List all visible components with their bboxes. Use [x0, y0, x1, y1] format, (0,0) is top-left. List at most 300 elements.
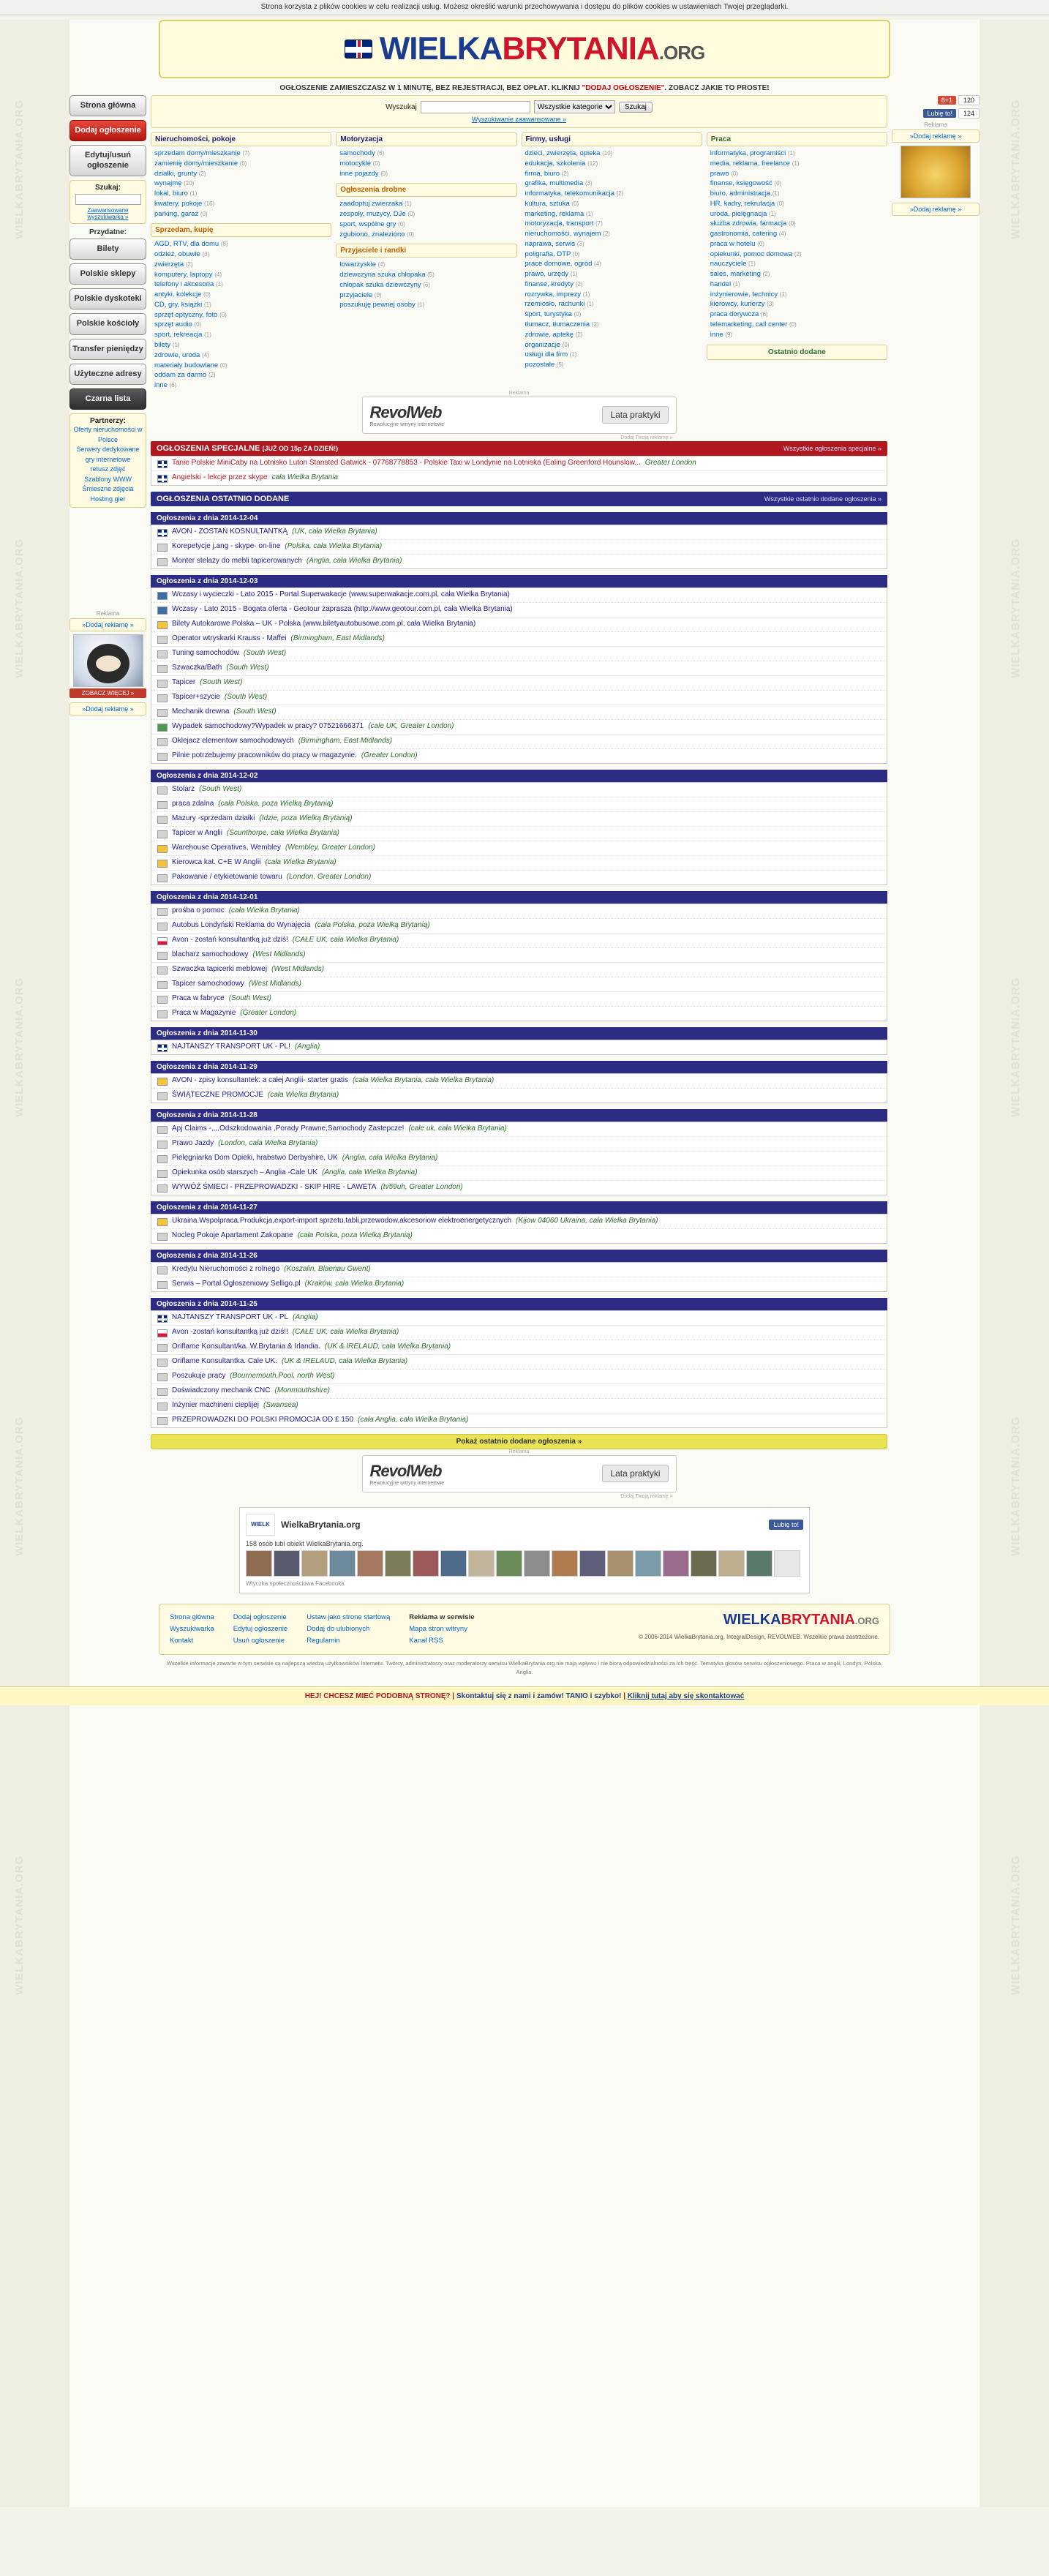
category-item[interactable]: sport, turystyka (0) [524, 310, 582, 319]
list-item[interactable] [151, 471, 887, 485]
list-item[interactable] [151, 661, 887, 676]
category-item[interactable]: marketing, reklama (1) [524, 209, 593, 218]
list-item[interactable] [151, 1355, 887, 1370]
category-item[interactable]: finanse, kredyty (2) [524, 279, 583, 288]
avatar[interactable] [440, 1550, 467, 1577]
footer-logo-block [639, 1612, 879, 1647]
category-item[interactable]: informatyka, programiści (1) [710, 149, 795, 157]
category-item[interactable]: organizacje (0) [524, 340, 570, 349]
list-item[interactable] [151, 904, 887, 919]
category-item[interactable]: telefony i akcesoria (1) [154, 280, 223, 289]
right-ad-image[interactable] [901, 146, 971, 198]
list-item[interactable] [151, 1181, 887, 1195]
ad-title[interactable]: praca zdalna [172, 799, 214, 808]
ad-title[interactable]: Poszukuje pracy [172, 1371, 226, 1380]
footer-link-rss[interactable]: Kanał RSS [409, 1637, 443, 1645]
category-item[interactable]: kwatery, pokoje (16) [154, 199, 215, 208]
category-item[interactable]: AGD, RTV, dla domu (8) [154, 240, 228, 249]
sidebar-ad-caption[interactable]: ZOBACZ WIĘCEJ » [69, 688, 146, 698]
avatar[interactable] [524, 1550, 550, 1577]
ad-title[interactable]: Mazury -sprzedam działki [172, 814, 255, 822]
ad-thumbnail-icon [157, 801, 168, 809]
category-item[interactable]: zgubiono, znaleziono (0) [339, 230, 414, 239]
list-item[interactable] [151, 934, 887, 948]
sidebar-add-ad-link-1[interactable]: »Dodaj reklamę » [69, 618, 146, 631]
category-item[interactable]: działki, grunty (2) [154, 169, 206, 178]
category-item[interactable]: antyki, kolekcje (0) [154, 290, 211, 299]
ad-title[interactable]: Opiekunka osób starszych – Anglia -Cale UK [172, 1168, 317, 1176]
avatar[interactable] [385, 1550, 411, 1577]
ad-title[interactable]: Operator wtryskarki Krauss - Maffei [172, 634, 287, 642]
ad-title[interactable]: Oriflame Konsultantka. Cale UK. [172, 1356, 277, 1365]
list-item[interactable] [151, 1007, 887, 1021]
avatar[interactable] [413, 1550, 439, 1577]
category-item[interactable]: usługi dla firm (1) [524, 350, 577, 359]
ad-title[interactable]: PRZEPROWADZKI DO POLSKI PROMOCJA OD £ 150 [172, 1415, 354, 1424]
facebook-friend-faces [246, 1550, 803, 1577]
ad-title[interactable]: Pakowanie / etykietowanie towaru [172, 872, 282, 881]
sidebar-item-add-ad[interactable]: Dodaj ogłoszenie [69, 120, 146, 141]
list-item[interactable] [151, 1166, 887, 1181]
ad-title[interactable]: ŚWIĄTECZNE PROMOCJE [172, 1090, 264, 1099]
right-ad-label: Reklama [924, 121, 947, 128]
ad-thumbnail-icon [157, 650, 168, 658]
category-item[interactable]: sport, rekreacja (1) [154, 331, 211, 339]
list-item[interactable] [151, 647, 887, 661]
ad-title[interactable]: Pielęgniarka Dom Opieki, hrabstwo Derbyshire, UK [172, 1153, 338, 1162]
ad-title[interactable]: Monter stelazy do mebli tapicerowanych [172, 556, 302, 565]
site-logo-banner[interactable] [159, 20, 890, 78]
avatar[interactable] [774, 1550, 800, 1577]
bottom-promo-bar [0, 1686, 1049, 1705]
avatar[interactable] [246, 1550, 272, 1577]
list-item[interactable] [151, 783, 887, 797]
ad-thumbnail-icon [157, 1344, 168, 1352]
category-item[interactable]: sport, wspólne gry (0) [339, 219, 405, 228]
category-item[interactable]: tłumacz, tłumaczenia (2) [524, 320, 599, 329]
category-item[interactable]: uroda, pielęgnacja (1) [710, 209, 776, 218]
ad-title[interactable]: Oklejacz elementow samochodowych [172, 736, 294, 745]
category-item[interactable]: zaadoptuj zwierzaka (1) [339, 200, 412, 209]
category-item[interactable]: służba zdrowia, farmacja (0) [710, 219, 796, 228]
ad-title[interactable]: Angielski - lekcje przez skype [172, 473, 268, 481]
category-item[interactable]: dziewczyna szuka chłopaka (5) [339, 271, 435, 279]
category-item[interactable]: informatyka, telekomunikacja (2) [524, 189, 624, 198]
ad-title[interactable]: Szwaczka/Bath [172, 663, 222, 672]
list-item[interactable] [151, 1311, 887, 1326]
add-ad-note-bottom[interactable]: Dodaj Twoją reklamę » [620, 1493, 673, 1499]
category-item[interactable]: gastronomia, catering (4) [710, 230, 786, 239]
partner-link-1[interactable]: Oferty nieruchomości w Polsce [73, 426, 143, 443]
list-item[interactable] [151, 797, 887, 812]
list-item[interactable] [151, 1089, 887, 1103]
list-item[interactable] [151, 856, 887, 871]
category-item[interactable]: przyjaciele (0) [339, 290, 382, 299]
footer-link-add-ad[interactable]: Dodaj ogłoszenie [233, 1612, 287, 1621]
category-item[interactable]: zespoły, muzycy, DJe (0) [339, 210, 416, 219]
partner-link-7[interactable]: Hosting gier [90, 495, 126, 503]
avatar[interactable] [468, 1550, 495, 1577]
footer-link-set-homepage[interactable]: Ustaw jako strone startową [307, 1612, 391, 1621]
category-heading-small-ads[interactable]: Ogłoszenia drobne [336, 183, 516, 197]
revolweb-logo-bottom: RevolWeb [369, 1461, 442, 1480]
avatar[interactable] [274, 1550, 300, 1577]
ad-thumbnail-icon [157, 1010, 168, 1018]
category-item[interactable]: parking, garaż (0) [154, 209, 208, 218]
category-item[interactable]: kultura, sztuka (0) [524, 199, 579, 208]
avatar[interactable] [552, 1550, 578, 1577]
ad-title[interactable]: WYWÓŹ ŚMIECI - PRZEPROWADZKI - SKIP HIRE - LAWETA [172, 1182, 377, 1191]
ad-thumbnail-icon [157, 966, 168, 975]
category-item[interactable]: pozostałe (5) [524, 361, 564, 369]
ad-location: (cała Wielka Brytania, cała Wielka Brytania) [353, 1075, 495, 1084]
list-item[interactable] [151, 1370, 887, 1384]
category-item[interactable]: opiekunki, pomoc domowa (2) [710, 249, 802, 258]
category-item[interactable]: nieruchomości, wynajem (2) [524, 230, 610, 239]
category-item[interactable]: sales, marketing (2) [710, 270, 770, 279]
facebook-page-name[interactable]: WielkaBrytania.org [281, 1519, 361, 1530]
avatar[interactable] [635, 1550, 661, 1577]
list-item[interactable] [151, 749, 887, 763]
ad-title[interactable]: Avon -zostań konsultantką już dziś!! [172, 1327, 288, 1336]
category-column-real-estate [151, 132, 331, 391]
list-item[interactable] [151, 948, 887, 963]
list-item[interactable] [151, 588, 887, 603]
list-item[interactable] [151, 812, 887, 827]
logo-part-1: WIELKA [379, 31, 503, 67]
category-item[interactable]: poligrafia, DTP (0) [524, 249, 580, 258]
category-item[interactable]: finanse, księgowość (0) [710, 179, 782, 188]
list-item[interactable] [151, 992, 887, 1007]
list-item[interactable] [151, 1263, 887, 1277]
ad-title[interactable]: Pilnie potrzebujemy pracowników do pracy w magazynie. [172, 751, 357, 759]
category-item[interactable]: praca dorywcza (6) [710, 310, 768, 319]
category-item[interactable]: dzieci, zwierzęta, opieka (10) [524, 149, 613, 157]
list-item[interactable] [151, 676, 887, 691]
right-add-ad-link-1[interactable]: »Dodaj reklamę » [892, 129, 980, 143]
recent-ads-date-header: Ogłoszenia z dnia 2014-11-26 [151, 1250, 887, 1262]
list-item[interactable] [151, 871, 887, 885]
ad-title[interactable]: Tapicer samochodowy [172, 979, 244, 988]
ad-title[interactable]: Prawo Jazdy [172, 1138, 214, 1147]
ad-title[interactable]: Kredytu Nieruchomości z rolnego [172, 1264, 280, 1273]
sidebar-item-home[interactable]: Strona główna [69, 95, 146, 116]
category-heading-buy-sell[interactable]: Sprzedam, kupię [151, 223, 331, 237]
special-ads-more-link[interactable]: Wszystkie ogłoszenia specjalne » [783, 444, 881, 452]
ad-title[interactable]: Kierowca kat. C+E W Anglii [172, 857, 261, 866]
add-ad-note[interactable]: Dodaj Twoją reklamę » [620, 435, 673, 440]
category-item[interactable]: samochody (6) [339, 149, 385, 157]
category-item[interactable]: rzemiosło, rachunki (1) [524, 300, 594, 309]
ad-title[interactable]: Mechanik drewna [172, 707, 230, 716]
sidebar-item-useful-addresses[interactable]: Użyteczne adresy [69, 364, 146, 385]
show-more-button[interactable]: Pokaż ostatnio dodane ogłoszenia » [151, 1434, 887, 1449]
list-item[interactable] [151, 1122, 887, 1137]
category-item[interactable]: media, reklama, freelance (1) [710, 159, 800, 168]
category-item[interactable]: zamienię domy/mieszkanie (0) [154, 159, 247, 168]
avatar[interactable] [746, 1550, 772, 1577]
partner-link-5[interactable]: Szablony WWW [83, 475, 132, 483]
ad-title[interactable]: Tapicer w Anglii [172, 828, 222, 837]
pl-flag-icon [157, 937, 168, 945]
list-item[interactable] [151, 705, 887, 720]
list-item[interactable] [151, 540, 887, 555]
recent-ads-more-link[interactable]: Wszystkie ostatnio dodane ogłoszenia » [764, 495, 881, 503]
recent-ads-title: OGŁOSZENIA OSTATNIO DODANE [157, 494, 290, 503]
category-item[interactable]: inżynierowie, technicy (1) [710, 290, 787, 298]
category-item[interactable]: motocykle (0) [339, 159, 380, 168]
category-item[interactable]: zdrowie, aptekę (2) [524, 330, 583, 339]
category-item[interactable]: telemarketing, call center (0) [710, 320, 797, 329]
category-item[interactable]: handel (1) [710, 279, 740, 288]
avatar[interactable] [579, 1550, 606, 1577]
ad-title[interactable]: Autobus Londyński Reklama do Wynajęcia [172, 920, 311, 929]
category-item[interactable]: towarzyskie (4) [339, 260, 386, 269]
search-input[interactable] [421, 101, 530, 113]
list-item[interactable] [151, 1137, 887, 1152]
category-item[interactable]: edukacja, szkolenia (12) [524, 159, 598, 168]
category-item[interactable]: sprzęt optyczny, foto (0) [154, 310, 227, 319]
facebook-like-button[interactable]: Lubię to! [923, 109, 956, 118]
partner-link-2[interactable]: Serwery dedykowane [76, 446, 140, 454]
search-button[interactable]: Szukaj [619, 102, 653, 113]
ad-thumbnail-icon [157, 786, 168, 795]
list-item[interactable] [151, 457, 887, 471]
category-heading-motoring[interactable]: Motoryzacja [336, 132, 516, 146]
list-item[interactable] [151, 632, 887, 647]
category-heading-jobs[interactable]: Praca [707, 132, 887, 146]
category-item[interactable]: kierowcy, kurierzy (3) [710, 300, 774, 309]
category-item[interactable]: motoryzacja, transport (7) [524, 219, 603, 228]
ad-title[interactable]: Avon - zostań konsultantką już dziś! [172, 935, 288, 944]
avatar[interactable] [718, 1550, 745, 1577]
list-item[interactable] [151, 1214, 887, 1229]
list-item[interactable] [151, 720, 887, 735]
category-item[interactable]: inne (9) [710, 330, 733, 339]
ad-title[interactable]: Praca w Magazynie [172, 1008, 236, 1017]
ad-title[interactable]: Tuning samochodów [172, 648, 239, 657]
list-item[interactable] [151, 525, 887, 540]
sidebar-ad-image[interactable] [73, 634, 143, 687]
ad-title[interactable]: Stolarz [172, 784, 195, 793]
category-item[interactable]: naprawa, serwis (3) [524, 239, 584, 248]
ad-title[interactable]: Wczasy - Lato 2015 - Bogata oferta - Geotour zaprasza (http://www.geotour.com.pl, cała Wielka Brytania) [172, 604, 513, 613]
list-item[interactable] [151, 1074, 887, 1089]
category-heading-companies[interactable]: Firmy, usługi [522, 132, 702, 146]
list-item[interactable] [151, 827, 887, 841]
category-item[interactable]: nauczyciele (1) [710, 260, 756, 269]
facebook-like-count: 124 [958, 108, 980, 119]
avatar[interactable] [607, 1550, 633, 1577]
ad-title[interactable]: Nocleg Pokoje Apartament Zakopane [172, 1231, 293, 1239]
list-item[interactable] [151, 555, 887, 568]
list-item[interactable] [151, 1384, 887, 1399]
ad-title[interactable]: Korepetycje j.ang - skype- on-line [172, 541, 281, 550]
category-item[interactable]: komputery, laptopy (4) [154, 270, 222, 279]
ad-title[interactable]: Oriflame Konsultant/ka. W.Brytania & Irlandia. [172, 1342, 320, 1351]
category-item[interactable]: zwierzęta (2) [154, 260, 193, 269]
category-item[interactable]: firma, biuro (2) [524, 169, 569, 178]
ad-title[interactable]: Wczasy i wycieczki - Lato 2015 - Portal Superwakacje (www.superwakacje.com.pl, cała Wielka Brytania) [172, 590, 510, 598]
category-item[interactable]: chłopak szuka dziewczyny (6) [339, 280, 431, 289]
category-item[interactable]: prawo (0) [710, 169, 739, 178]
ad-title[interactable]: Serwis – Portal Ogłoszeniowy Selligo.pl [172, 1279, 301, 1288]
ad-location: (South West) [200, 677, 243, 686]
category-item[interactable]: CD, gry, książki (1) [154, 300, 211, 309]
list-item[interactable] [151, 919, 887, 934]
list-item[interactable] [151, 1326, 887, 1340]
sidebar-add-ad-link-2[interactable]: »Dodaj reklamę » [69, 702, 146, 716]
page-root [0, 20, 1049, 2507]
avatar[interactable] [691, 1550, 717, 1577]
recent-ads-list [151, 904, 887, 1021]
ad-title[interactable]: NAJTANSZY TRANSPORT UK - PL [172, 1313, 289, 1321]
list-item[interactable] [151, 735, 887, 749]
recent-ads-date-header: Ogłoszenia z dnia 2014-11-25 [151, 1298, 887, 1310]
list-item[interactable] [151, 603, 887, 617]
bottom-promo-contact-link[interactable]: Kliknij tutaj aby się skontaktować [627, 1691, 745, 1700]
ad-location: (South West) [228, 994, 271, 1002]
ad-location: (UK & IRELAUD, cała Wielka Brytania) [324, 1342, 451, 1351]
category-item[interactable]: wynajmę (20) [154, 179, 195, 188]
list-item[interactable] [151, 1340, 887, 1355]
sidebar-item-tickets[interactable]: Bilety [69, 239, 146, 260]
ad-location: (West Midlands) [252, 950, 306, 958]
ad-title[interactable]: Inżynier machineni cieplijej [172, 1400, 259, 1409]
sidebar-search-input[interactable] [75, 194, 141, 205]
revolweb-banner-top[interactable] [362, 390, 677, 440]
category-heading-real-estate[interactable]: Nieruchomości, pokoje [151, 132, 331, 146]
list-item[interactable] [151, 841, 887, 856]
ad-title[interactable]: prośba o pomoc [172, 906, 225, 915]
list-item[interactable] [151, 617, 887, 632]
category-item[interactable]: praca w hotelu (0) [710, 239, 764, 248]
revolweb-banner-bottom[interactable] [362, 1449, 677, 1499]
ad-title[interactable]: Bilety Autokarowe Polska – UK - Polska (www.biletyautobusowe.com.pl, cała Wielka Brytania) [172, 619, 476, 628]
category-item[interactable]: grafika, multimedia (3) [524, 179, 593, 188]
footer-link-bookmark[interactable]: Dodaj do ulubionych [307, 1624, 370, 1633]
footer-link-edit-ad[interactable]: Edytuj ogłoszenie [233, 1624, 288, 1633]
advanced-search-link[interactable]: Wyszukiwanie zaawansowane » [472, 116, 566, 123]
avatar[interactable] [663, 1550, 689, 1577]
sidebar-item-polish-shops[interactable]: Polskie sklepy [69, 263, 146, 285]
ad-title[interactable]: Praca w fabryce [172, 994, 225, 1002]
category-heading-friends-dating[interactable]: Przyjaciele i randki [336, 244, 516, 258]
category-item[interactable]: odzież, obuwie (3) [154, 250, 210, 259]
list-item[interactable] [151, 1413, 887, 1427]
category-item[interactable]: sprzedam domy/mieszkanie (7) [154, 149, 250, 157]
category-item[interactable]: oddam za darmo (2) [154, 371, 216, 380]
ad-thumbnail-icon [157, 1373, 168, 1381]
category-item[interactable]: biuro, administracja (1) [710, 189, 780, 198]
ad-thumbnail-icon [157, 816, 168, 824]
footer-link-sitemap[interactable]: Mapa stron witryny [409, 1624, 467, 1633]
revolweb-logo: RevolWeb [369, 402, 442, 421]
category-item[interactable]: inne (6) [154, 381, 177, 390]
ad-title[interactable]: Tapicer+szycie [172, 692, 220, 701]
partner-link-6[interactable]: Śmieszne zdjęcia [82, 485, 134, 493]
ad-thumbnail-icon [157, 1078, 168, 1086]
ad-title[interactable]: Ukraina.Wspolpraca.Produkcja,export-import sprzetu,tabli,przewodow,akcesoriow elektroenergetycznych [172, 1216, 512, 1225]
ad-title[interactable]: AVON - zpisy konsultantek: a całej Anglii- starter gratis [172, 1075, 349, 1084]
search-category-select[interactable] [534, 100, 615, 113]
footer-link-delete-ad[interactable]: Usuń ogłoszenie [233, 1637, 285, 1645]
list-item[interactable] [151, 1152, 887, 1166]
ad-title[interactable]: NAJTANSZY TRANSPORT UK - PL! [172, 1042, 290, 1051]
category-item[interactable]: HR, kadry, rekrutacja (0) [710, 199, 784, 208]
category-item[interactable]: inne pojazdy (0) [339, 169, 388, 178]
partner-link-4[interactable]: retusz zdjęć [90, 465, 126, 473]
ad-location: (cale UK, Greater London) [368, 721, 454, 730]
category-item[interactable]: zdrowie, uroda (4) [154, 350, 209, 359]
footer-legal-text: Wszelkie informacje zawarte w tym serwisie są najlepszą wiedzą użytkowników Internetu. Twórcy, administratorzy oraz moderatorzy serwisu WielkaBrytania.org nie mają wpływu i nie biorą odpowiedzialności za ich treść. Tematyka głosów serwisu ogłoszeniowego. Praca w anglii, Londyn, Polska, Anglia. [166, 1660, 883, 1675]
revolweb-cta[interactable]: Lata praktyki [602, 406, 668, 424]
avatar[interactable] [357, 1550, 383, 1577]
last-added-button[interactable]: Ostatnio dodane [707, 345, 887, 360]
category-item[interactable]: bilety (1) [154, 341, 180, 350]
ad-title[interactable]: Tanie Polskie MiniCaby na Lotnisko Luton Stansted Gatwick - 07768778853 - Polskie Taxi w Londynie na Lotniska (Ealing Greenford Hounslow... [172, 458, 641, 467]
category-item[interactable]: prawo, urzędy (1) [524, 270, 578, 279]
sidebar-item-money-transfer[interactable]: Transfer pieniędzy [69, 339, 146, 360]
avatar[interactable] [329, 1550, 356, 1577]
revolweb-cta-bottom[interactable]: Lata praktyki [602, 1465, 668, 1482]
category-item[interactable]: prace domowe, ogród (4) [524, 260, 601, 269]
sidebar-item-polish-churches[interactable]: Polskie kościoły [69, 313, 146, 334]
category-item[interactable]: materiały budowlane (0) [154, 361, 228, 369]
footer-link-search[interactable]: Wyszukiwarka [170, 1624, 214, 1633]
category-item[interactable]: poszukuję pewnej osoby (1) [339, 301, 425, 309]
google-plus-button[interactable]: 8+1 [938, 96, 956, 105]
footer-link-home[interactable]: Strona główna [170, 1612, 214, 1621]
list-item[interactable] [151, 691, 887, 705]
ad-thumbnail-icon [157, 709, 168, 717]
list-item[interactable] [151, 963, 887, 977]
sidebar-advanced-search-link[interactable]: Zaawansowane wyszukiwarka » [87, 206, 129, 220]
ad-title[interactable]: Doświadczony mechanik CNC [172, 1386, 271, 1394]
right-sidebar [892, 95, 980, 1500]
footer-link-contact[interactable]: Kontakt [170, 1637, 194, 1645]
ad-location: (West Midlands) [248, 979, 301, 988]
sidebar-item-polish-discos[interactable]: Polskie dyskoteki [69, 288, 146, 309]
ad-thumbnail-icon [157, 1155, 168, 1163]
ad-title[interactable]: Warehouse Operatives, Wembley [172, 843, 281, 852]
ad-title[interactable]: Wypadek samochodowy?Wypadek w pracy? 07521666371 [172, 721, 364, 730]
ad-title[interactable]: AVON - ZOSTAŃ KOSNULTANTKĄ [172, 527, 288, 536]
category-item[interactable]: lokal, biuro (1) [154, 189, 198, 198]
bottom-promo-text-1: HEJ! CHCESZ MIEĆ PODOBNĄ STRONĘ? [304, 1691, 451, 1700]
avatar[interactable] [496, 1550, 522, 1577]
facebook-like-button-widget[interactable]: Lubię to! [769, 1520, 803, 1530]
footer-link-terms[interactable]: Regulamin [307, 1637, 340, 1645]
right-add-ad-link-2[interactable]: »Dodaj reklamę » [892, 203, 980, 216]
category-item[interactable]: rozrywka, imprezy (1) [524, 290, 590, 298]
list-item[interactable] [151, 1040, 887, 1054]
ad-title[interactable]: Apj Claims -,,,,Odszkodowania ,Porady Prawne,Samochody Zastepcze! [172, 1124, 405, 1133]
list-item[interactable] [151, 1229, 887, 1243]
sidebar-item-blacklist[interactable]: Czarna lista [69, 388, 146, 410]
sidebar-item-edit-ad[interactable]: Edytuj/usuń ogłoszenie [69, 145, 146, 176]
category-item[interactable]: sprzęt audio (0) [154, 320, 202, 329]
list-item[interactable] [151, 1277, 887, 1291]
tagline-pre: OGŁOSZENIE ZAMIESZCZASZ W [279, 84, 397, 92]
ad-title[interactable]: Szwaczka tapicerki meblowej [172, 964, 268, 973]
avatar[interactable] [301, 1550, 328, 1577]
list-item[interactable] [151, 1399, 887, 1413]
list-item[interactable] [151, 977, 887, 992]
ad-title[interactable]: Tapicer [172, 677, 196, 686]
ad-title[interactable]: blacharz samochodowy [172, 950, 249, 958]
partner-link-3[interactable]: gry internetowe [85, 455, 131, 463]
